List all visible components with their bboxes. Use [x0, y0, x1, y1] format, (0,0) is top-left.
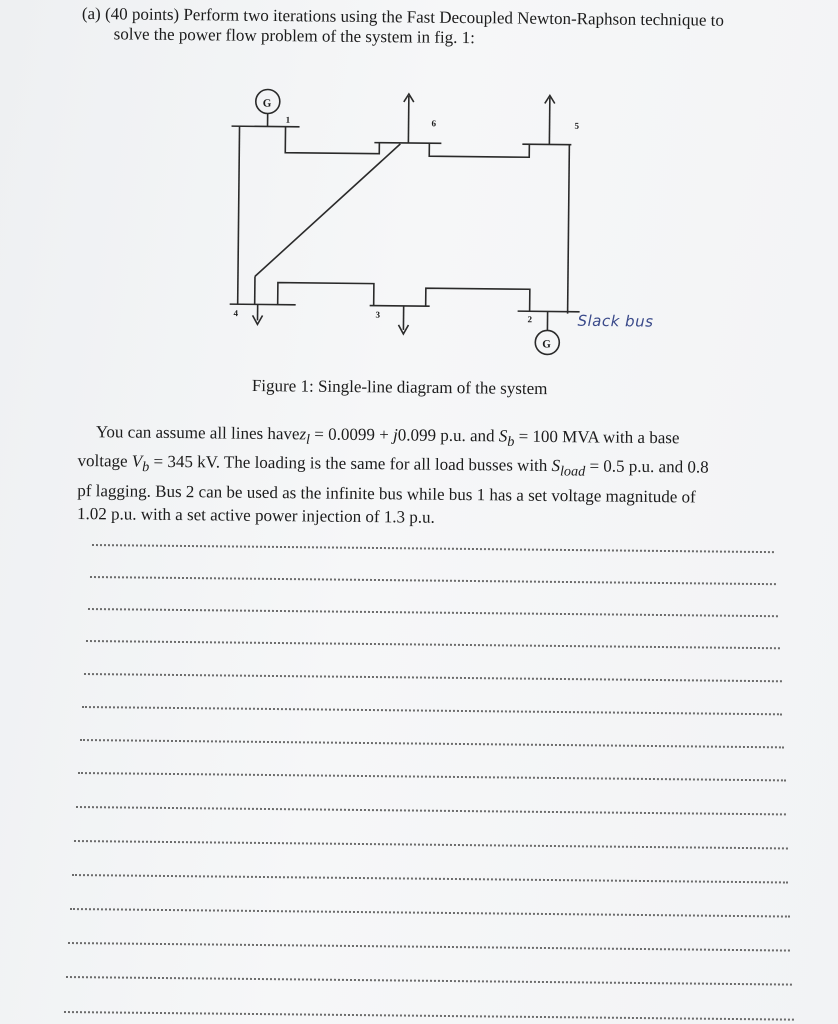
bus-4-label: 4: [233, 308, 239, 319]
bus-2-label: 2: [527, 314, 533, 325]
zl-symbol: z: [299, 424, 307, 444]
para-text: 1.02 p.u. with a set active power injection of 1.3 p.u.: [76, 503, 435, 527]
para-text: 0.099 p.u. and: [397, 425, 499, 446]
question-line-1: (a) (40 points) Perform two iterations using the Fast Decoupled Newton-Raphson technique to: [81, 4, 725, 30]
answer-line[interactable]: [86, 640, 780, 649]
zl-subscript: l: [306, 431, 311, 448]
answer-line[interactable]: [88, 608, 778, 617]
sload-symbol: S: [551, 456, 561, 476]
para-text: You can assume all lines have: [95, 422, 300, 444]
bus-3-label: 3: [375, 309, 381, 320]
answer-line[interactable]: [80, 739, 784, 748]
answer-line[interactable]: [90, 576, 776, 585]
bus-5-label: 5: [574, 120, 580, 131]
answer-line[interactable]: [72, 874, 788, 883]
para-text: = 100 MVA with a base: [514, 426, 680, 448]
answer-line[interactable]: [64, 1011, 794, 1021]
answer-line[interactable]: [84, 673, 782, 682]
para-text: pf lagging. Bus 2 can be used as the infinite bus while bus 1 has a set voltage magnitude of: [77, 480, 696, 507]
generator-2-label: G: [542, 338, 551, 351]
vb-symbol: V: [131, 451, 143, 472]
answer-line[interactable]: [78, 772, 786, 781]
answer-line[interactable]: [82, 706, 782, 715]
answer-line[interactable]: [74, 840, 788, 849]
bus-1-label: 1: [285, 114, 291, 125]
slack-bus-annotation: Slack bus: [577, 311, 654, 331]
j-symbol: j: [392, 425, 398, 445]
answer-line[interactable]: [92, 544, 774, 553]
bus-6-label: 6: [431, 118, 437, 129]
sb-symbol: S: [498, 426, 508, 446]
generator-1-label: G: [262, 97, 272, 110]
sb-subscript: b: [507, 433, 515, 450]
para-text: voltage: [77, 451, 132, 471]
answer-line[interactable]: [70, 908, 790, 918]
answer-line[interactable]: [66, 976, 792, 986]
question-line-2: solve the power flow problem of the system in fig. 1:: [113, 24, 475, 48]
figure-caption: Figure 1: Single-line diagram of the system: [251, 376, 548, 399]
answer-line[interactable]: [76, 806, 786, 815]
vb-subscript: b: [142, 459, 150, 476]
para-text: = 0.5 p.u. and 0.8: [585, 456, 709, 477]
answer-line[interactable]: [68, 942, 790, 952]
sload-subscript: load: [559, 463, 586, 481]
para-text: = 0.0099 +: [309, 424, 394, 445]
para-text: = 345 kV. The loading is the same for all load busses with: [149, 452, 552, 476]
